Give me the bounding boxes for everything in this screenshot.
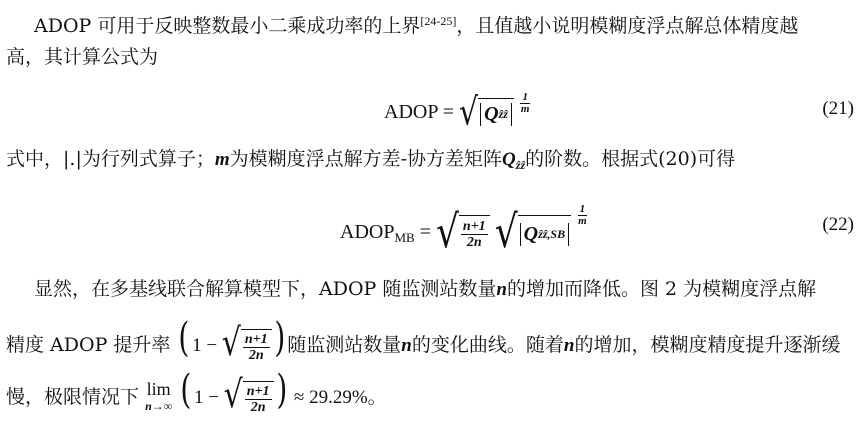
text-span: 随监测站数量: [287, 334, 402, 356]
math-var-n: n: [496, 279, 507, 300]
fraction-numerator: n+1: [246, 384, 270, 399]
equation-22: [340, 203, 589, 259]
square-root: [459, 90, 514, 135]
left-paren: (: [180, 367, 192, 413]
determinant: [480, 103, 512, 126]
radicand: [518, 215, 571, 251]
root-exponent: [519, 92, 532, 115]
one-minus: 1 −: [192, 335, 222, 356]
root-exponent: [576, 204, 589, 227]
equation-lhs: ADOP: [340, 221, 395, 243]
paragraph-3-line-3: [6, 367, 387, 420]
text-span: 式中，|.|为行列式算子；: [6, 148, 215, 170]
fraction-numerator: n+1: [462, 219, 486, 235]
lim-subscript: n→∞: [145, 399, 173, 413]
exponent-denominator: m: [520, 103, 530, 115]
radicand: [241, 329, 272, 363]
paragraph-1-line-1: [34, 8, 798, 39]
radicand: [459, 215, 490, 251]
one-minus: 1 −: [193, 387, 224, 408]
paragraph-1-line-2: [6, 44, 158, 70]
radical-sign: √: [494, 207, 518, 259]
square-root-fraction: [435, 207, 490, 259]
text-span: 显然，在多基线联合解算模型下，ADOP 随监测站数量: [34, 278, 497, 300]
radical-sign: √: [435, 207, 459, 259]
text-span: 慢，极限情况下: [6, 386, 140, 408]
radicand: [243, 381, 274, 415]
radical-sign: √: [221, 321, 241, 365]
fraction-numerator: n+1: [244, 332, 268, 347]
radical-sign: √: [459, 90, 479, 135]
text-span: 的变化曲线。随着: [411, 334, 564, 356]
fraction-denominator: 2n: [466, 235, 482, 251]
paragraph-2: [6, 146, 735, 178]
right-paren: ): [275, 367, 287, 413]
limit-operator: [145, 381, 172, 415]
exponent-numerator: 1: [579, 203, 586, 215]
text-span: 高，其计算公式为: [6, 46, 159, 68]
text-span: 的阶数。根据式(20)可得: [525, 148, 736, 170]
radicand: [478, 98, 514, 128]
paragraph-3-line-1: [34, 276, 816, 303]
equals-sign: =: [414, 221, 436, 243]
text-span: ADOP 可用于反映整数最小二乘成功率的上界: [34, 15, 421, 37]
exponent-denominator: m: [578, 215, 587, 227]
math-var-n: n: [401, 335, 412, 356]
left-paren: (: [178, 315, 190, 361]
matrix-subscript: ẑẑ: [515, 158, 526, 172]
equation-number-22: (22): [822, 214, 854, 235]
text-span: ，且值越小说明模糊度浮点解总体精度越: [456, 15, 799, 37]
exponent-numerator: 1: [522, 91, 528, 103]
square-root-determinant: [494, 207, 571, 259]
matrix-q: Q: [484, 103, 499, 126]
fraction: [245, 384, 272, 415]
fraction-denominator: 2n: [250, 400, 266, 415]
determinant: [520, 223, 569, 246]
text-span: 的增加而降低。图 2 为模糊度浮点解: [506, 278, 817, 300]
fraction: [243, 332, 270, 363]
citation: [24-25]: [420, 14, 457, 28]
text-span: 为模糊度浮点解方差-协方差矩阵: [229, 148, 503, 170]
matrix-subscript: ẑẑ: [498, 107, 508, 122]
right-paren: ): [274, 315, 285, 361]
equation-21: [384, 90, 531, 135]
fraction: [461, 219, 488, 250]
math-var-q: Q: [502, 149, 516, 170]
equation-lhs: ADOP =: [384, 101, 459, 123]
math-var-m: m: [214, 149, 230, 170]
math-var-n: n: [563, 335, 575, 356]
matrix-q: Q: [523, 223, 539, 246]
lhs-subscript: MB: [394, 230, 415, 245]
limit-result: ≈ 29.29%。: [289, 387, 387, 408]
equation-number-21: (21): [822, 98, 854, 119]
fraction-denominator: 2n: [248, 348, 264, 363]
paragraph-3-line-2: [6, 315, 841, 368]
text-span: 的增加，模糊度精度提升逐渐缓: [574, 334, 841, 356]
text-span: 精度 ADOP 提升率: [6, 334, 171, 356]
matrix-subscript: ẑẑ,SB: [538, 227, 566, 242]
lim-label: lim: [146, 379, 171, 399]
radical-sign: √: [223, 373, 243, 417]
square-root-fraction: [223, 373, 274, 417]
square-root-fraction: [221, 321, 272, 365]
